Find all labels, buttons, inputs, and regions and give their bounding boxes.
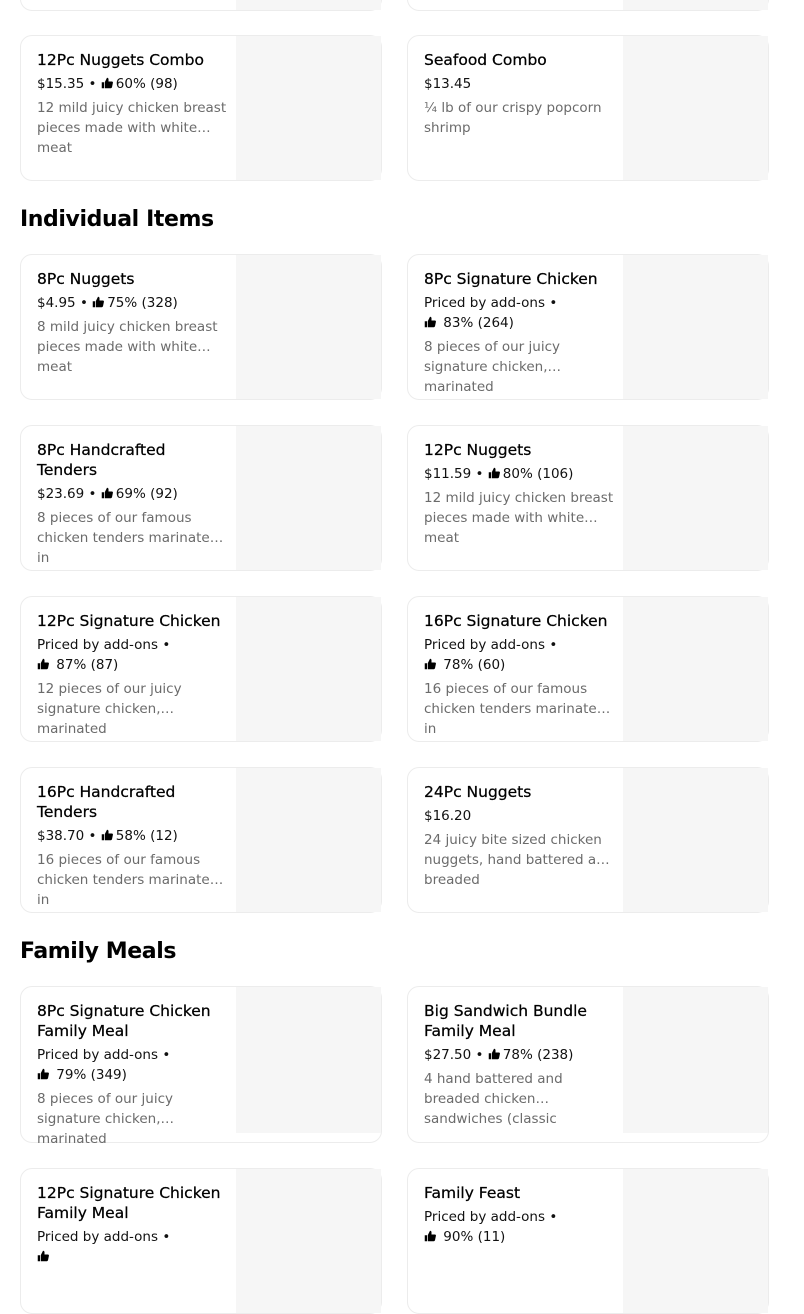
item-name: Big Sandwich Bundle Family Meal [424, 1002, 587, 1040]
thumbs-up-icon [424, 1230, 436, 1242]
thumbs-up-icon [488, 1048, 500, 1060]
item-name: 8Pc Signature Chicken Family Meal [37, 1002, 211, 1040]
item-price: Priced by add-ons [37, 1047, 159, 1063]
item-image [623, 768, 768, 912]
item-name: 12Pc Nuggets Combo [37, 51, 204, 69]
item-meta: $23.69 • 69% (92) [37, 486, 178, 502]
thumbs-up-icon [424, 658, 436, 670]
item-description: 4 hand battered and breaded chicken sandwiches (classic [424, 1071, 563, 1127]
item-image [236, 255, 381, 399]
menu-item-card-partial[interactable] [20, 0, 382, 11]
item-description: 8 pieces of our famous chicken tenders marinated in [37, 510, 219, 566]
item-name: 16Pc Signature Chicken [424, 612, 608, 630]
section-title-family-meals: Family Meals [20, 939, 177, 964]
menu-item-card[interactable] [407, 425, 769, 571]
item-description: 8 mild juicy chicken breast pieces made with white meat [37, 319, 218, 375]
thumbs-up-icon [37, 658, 49, 670]
item-description: 12 mild juicy chicken breast pieces made with white meat [37, 100, 227, 156]
item-image [236, 987, 381, 1133]
item-price: $4.95 [37, 295, 76, 311]
thumbs-up-icon [101, 487, 113, 499]
item-meta: Priced by add-ons • 87% (87) [37, 637, 171, 673]
menu-item-card[interactable] [20, 1168, 382, 1314]
item-price: Priced by add-ons [37, 637, 159, 653]
item-image [236, 768, 381, 912]
item-meta [424, 74, 614, 94]
item-name: 16Pc Handcrafted Tenders [37, 783, 176, 821]
item-description: 24 juicy bite sized chicken nuggets, hand battered and breaded [424, 832, 614, 888]
item-rating: 58% (12) [115, 828, 178, 844]
item-rating: 87% (87) [56, 657, 119, 673]
item-meta [424, 806, 614, 826]
item-meta: $27.50 • 78% (238) [424, 1047, 574, 1063]
item-price: Priced by add-ons [424, 295, 546, 311]
thumbs-up-icon [92, 296, 104, 308]
item-price: $23.69 [37, 486, 85, 502]
item-description: 8 pieces of our juicy signature chicken, marinated [37, 1091, 173, 1147]
item-image [236, 426, 381, 570]
item-image [623, 255, 768, 399]
item-rating: 79% (349) [56, 1067, 127, 1083]
item-meta: Priced by add-ons • 90% (11) [424, 1209, 558, 1245]
item-image [623, 36, 768, 180]
item-name: Seafood Combo [424, 51, 547, 69]
item-rating: 78% (238) [502, 1047, 574, 1063]
item-name: 12Pc Signature Chicken Family Meal [37, 1184, 221, 1222]
menu-item-card[interactable] [407, 1168, 769, 1314]
menu-item-card[interactable] [407, 596, 769, 742]
item-meta: $4.95 • 75% (328) [37, 295, 178, 311]
item-description: 12 pieces of our juicy signature chicken, marinated [37, 681, 182, 737]
menu-item-card[interactable] [407, 767, 769, 913]
thumbs-up-icon [101, 77, 113, 89]
item-description: 12 mild juicy chicken breast pieces made with white meat [424, 490, 614, 546]
item-name: 8Pc Signature Chicken [424, 270, 598, 288]
item-image [236, 36, 381, 180]
item-meta: $38.70 • 58% (12) [37, 828, 178, 844]
item-rating: 80% (106) [502, 466, 574, 482]
item-name: 12Pc Nuggets [424, 441, 532, 459]
menu-item-card[interactable] [407, 254, 769, 400]
item-image [623, 426, 768, 570]
item-image [623, 0, 768, 10]
item-image [623, 597, 768, 741]
item-description: ¼ lb of our crispy popcorn shrimp [424, 100, 602, 136]
item-name: 12Pc Signature Chicken [37, 612, 221, 630]
item-image [623, 1169, 768, 1313]
thumbs-up-icon [37, 1250, 49, 1262]
item-image [623, 987, 768, 1133]
thumbs-up-icon [101, 829, 113, 841]
thumbs-up-icon [37, 1068, 49, 1080]
item-price: Priced by add-ons [37, 1229, 159, 1245]
item-description: 8 pieces of our juicy signature chicken, marinated [424, 339, 560, 395]
thumbs-up-icon [424, 316, 436, 328]
item-image [236, 0, 381, 10]
menu-item-card[interactable] [20, 254, 382, 400]
menu-item-card[interactable] [20, 986, 382, 1147]
item-name: 24Pc Nuggets [424, 783, 532, 801]
item-meta: $11.59 • 80% (106) [424, 466, 574, 482]
item-meta: Priced by add-ons • 79% (349) [37, 1047, 171, 1083]
item-price: $13.45 [424, 76, 472, 92]
item-rating: 83% (264) [443, 315, 514, 331]
item-price: $11.59 [424, 466, 472, 482]
item-name: 8Pc Handcrafted Tenders [37, 441, 166, 479]
item-price: $16.20 [424, 808, 472, 824]
menu-item-card-partial[interactable] [407, 0, 769, 11]
menu-item-card[interactable] [407, 986, 769, 1143]
item-rating: 90% (11) [443, 1229, 506, 1245]
menu-item-card[interactable] [20, 596, 382, 742]
menu-item-card[interactable] [20, 425, 382, 571]
item-price: $15.35 [37, 76, 85, 92]
item-rating: 75% (328) [107, 295, 178, 311]
item-price: $38.70 [37, 828, 85, 844]
item-price: Priced by add-ons [424, 637, 546, 653]
item-name: 8Pc Nuggets [37, 270, 135, 288]
item-meta: $15.35 • 60% (98) [37, 76, 178, 92]
item-rating: 78% (60) [443, 657, 506, 673]
item-description: 16 pieces of our famous chicken tenders marinated in [424, 681, 606, 737]
item-image [236, 597, 381, 741]
item-description: 16 pieces of our famous chicken tenders marinated in [37, 852, 219, 908]
item-price: Priced by add-ons [424, 1209, 546, 1225]
item-meta: Priced by add-ons • 78% (60) [424, 637, 558, 673]
item-rating: 69% (92) [115, 486, 178, 502]
item-price: $27.50 [424, 1047, 472, 1063]
item-meta: Priced by add-ons • 83% (264) [424, 295, 558, 331]
item-meta: Priced by add-ons • [37, 1227, 187, 1267]
item-image [236, 1169, 381, 1313]
section-title-individual-items: Individual Items [20, 207, 214, 232]
menu-item-card[interactable] [20, 767, 382, 913]
menu-item-card[interactable] [20, 35, 382, 181]
item-name: Family Feast [424, 1184, 521, 1202]
item-rating: 60% (98) [115, 76, 178, 92]
thumbs-up-icon [488, 467, 500, 479]
menu-item-card[interactable] [407, 35, 769, 181]
